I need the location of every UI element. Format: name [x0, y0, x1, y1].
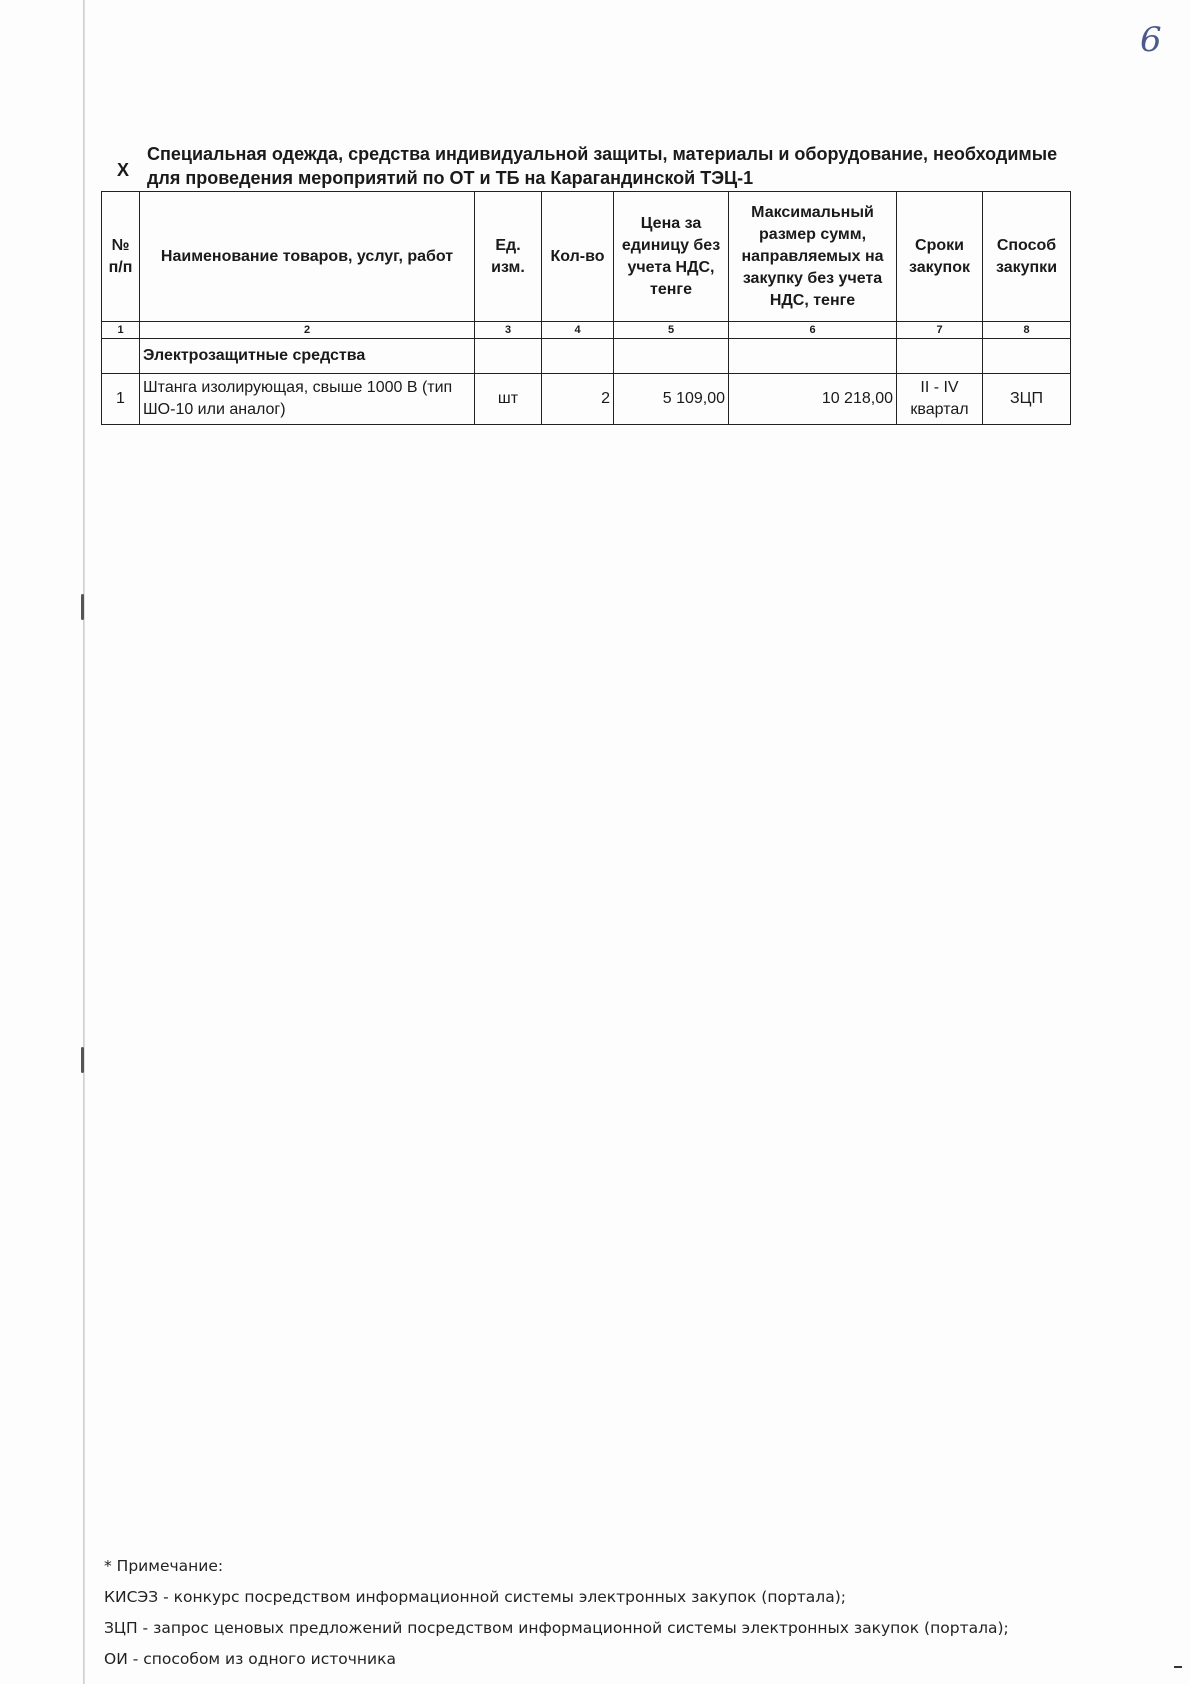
table-header-row — [102, 192, 1071, 322]
column-number: 4 — [542, 322, 614, 339]
header-num: № п/п — [102, 192, 140, 322]
row-max-sum: 10 218,00 — [729, 374, 897, 425]
staple-mark — [81, 594, 84, 620]
section-number: X — [117, 160, 130, 180]
note-line: ЗЦП - запрос ценовых предложений посредством информационной системы электронных закупок (портала); — [104, 1619, 1009, 1637]
empty-cell — [897, 339, 983, 374]
column-number-row — [102, 322, 1071, 339]
header-method: Способ закупки — [983, 192, 1071, 322]
header-price: Цена за единицу без учета НДС, тенге — [614, 192, 729, 322]
handwritten-page-number: 6 — [1140, 20, 1162, 60]
header-name: Наименование товаров, услуг, работ — [140, 192, 475, 322]
header-terms: Сроки закупок — [897, 192, 983, 322]
row-method: ЗЦП — [983, 374, 1071, 425]
column-number: 7 — [897, 322, 983, 339]
column-number: 6 — [729, 322, 897, 339]
column-number: 2 — [140, 322, 475, 339]
scan-mark — [1174, 1666, 1182, 1668]
row-num: 1 — [102, 374, 140, 425]
procurement-table — [101, 191, 1071, 425]
header-max-sum: Максимальный размер сумм, направляемых на закупку без учета НДС, тенге — [729, 192, 897, 322]
column-number: 5 — [614, 322, 729, 339]
category-label: Электрозащитные средства — [140, 339, 475, 374]
row-unit: шт — [475, 374, 542, 425]
table-row — [102, 374, 1071, 425]
empty-cell — [475, 339, 542, 374]
column-number: 8 — [983, 322, 1071, 339]
header-unit: Ед. изм. — [475, 192, 542, 322]
row-name: Штанга изолирующая, свыше 1000 В (тип ШО-10 или аналог) — [140, 374, 475, 425]
empty-cell — [614, 339, 729, 374]
section-title: Специальная одежда, средства индивидуальной защиты, материалы и оборудование, необходимые для проведения мероприятий по ОТ и ТБ на Карагандинской ТЭЦ-1 — [147, 144, 1058, 188]
empty-cell — [729, 339, 897, 374]
column-number: 1 — [102, 322, 140, 339]
row-qty: 2 — [542, 374, 614, 425]
empty-cell — [542, 339, 614, 374]
row-terms: II - IV квартал — [897, 374, 983, 425]
staple-mark — [81, 1047, 84, 1073]
column-number: 3 — [475, 322, 542, 339]
empty-cell — [983, 339, 1071, 374]
header-qty: Кол-во — [542, 192, 614, 322]
note-line: ОИ - способом из одного источника — [104, 1650, 396, 1668]
notes-block — [104, 1551, 1009, 1675]
row-price: 5 109,00 — [614, 374, 729, 425]
empty-cell — [102, 339, 140, 374]
category-row — [102, 339, 1071, 374]
page-binding-edge — [83, 0, 85, 1684]
notes-title: * Примечание: — [104, 1557, 224, 1575]
note-line: КИСЭЗ - конкурс посредством информационной системы электронных закупок (портала); — [104, 1588, 846, 1606]
